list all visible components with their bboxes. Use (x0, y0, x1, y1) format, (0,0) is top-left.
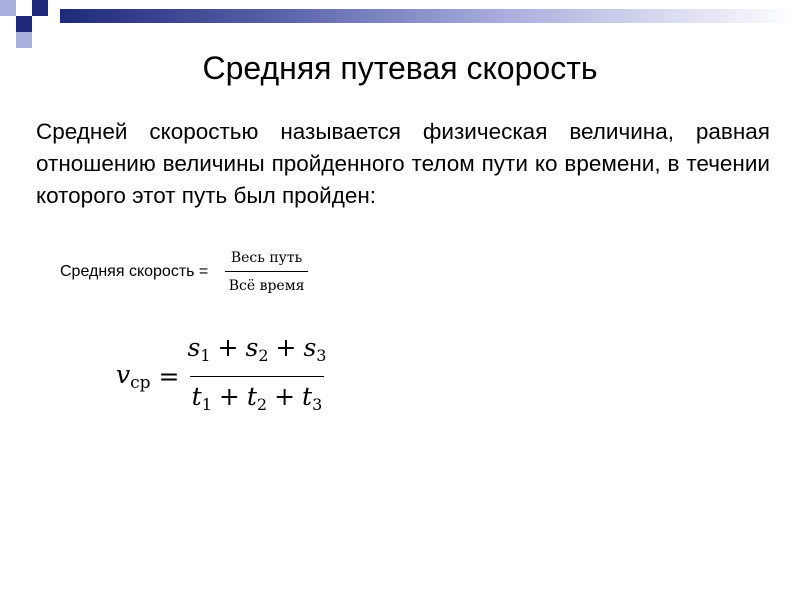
definition-text: Средней скоростью называется физическая величина, равная отношению величины пройденного телом пути ко времени, в течении которого этот путь был пройден: (36, 119, 770, 208)
formula-denominator (190, 376, 325, 421)
plus-sign: + (274, 381, 296, 411)
denominator-term: $t_1$ (191, 381, 212, 414)
decor-square (32, 0, 48, 16)
denominator-term: $t_2$ (246, 381, 268, 414)
slide-title: Средняя путевая скорость (202, 50, 598, 86)
plus-sign: + (275, 332, 297, 362)
lhs-symbol: v (116, 359, 131, 389)
formula-lhs (116, 360, 151, 393)
numerator-term: $s_2$ (245, 332, 269, 365)
formula-numerator (185, 332, 328, 376)
decor-square (16, 0, 32, 16)
word-formula (60, 244, 308, 300)
corner-decoration (0, 0, 64, 48)
lhs-subscript: ср (130, 372, 151, 393)
word-formula-label: Средняя скорость = (60, 263, 213, 280)
word-numerator: Весь путь (230, 250, 303, 266)
plus-sign: + (217, 332, 239, 362)
decor-square (0, 16, 16, 32)
decor-square (0, 0, 16, 16)
decor-square (16, 16, 32, 32)
word-denominator: Всё время (225, 271, 309, 295)
denominator-term: $t_3$ (302, 381, 323, 414)
equals-sign: = (158, 361, 180, 391)
word-fraction (225, 249, 309, 295)
header-gradient-bar (60, 9, 800, 23)
formula-fraction (185, 332, 328, 421)
numerator-term: $s_1$ (187, 332, 211, 365)
numerator-term: $s_3$ (303, 332, 327, 365)
decor-square (32, 16, 48, 32)
average-speed-formula (116, 332, 328, 416)
plus-sign: + (218, 381, 240, 411)
